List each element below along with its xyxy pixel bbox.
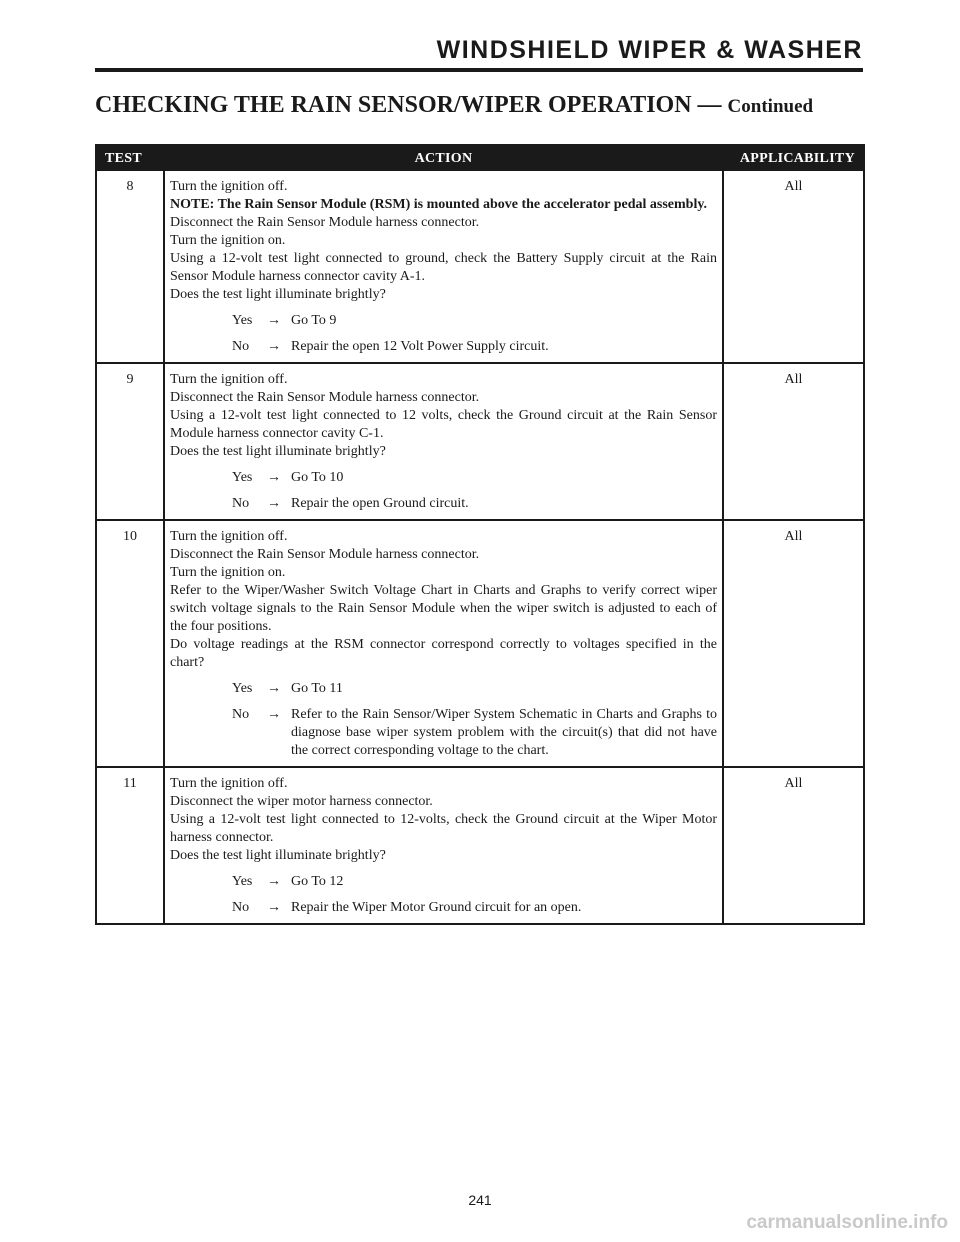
action-step: Disconnect the wiper motor harness connector.	[170, 794, 433, 809]
watermark-logo: carmanualsonline.info	[746, 1212, 948, 1233]
header-applicability: APPLICABILITY	[723, 145, 864, 171]
no-label: No	[232, 496, 250, 511]
yes-result: Go To 11	[291, 681, 343, 696]
no-label: No	[232, 339, 250, 354]
arrow-icon: →	[267, 681, 281, 696]
applicability-cell: All	[723, 363, 864, 520]
arrow-icon: →	[267, 339, 281, 354]
table-row	[96, 767, 864, 924]
yes-label: Yes	[232, 470, 253, 485]
page-number: 241	[468, 1192, 492, 1208]
yes-branch	[232, 873, 717, 891]
header-test: TEST	[96, 145, 164, 171]
yes-label: Yes	[232, 681, 253, 696]
no-result: Refer to the Rain Sensor/Wiper System Schematic in Charts and Graphs to diagnose base wiper system problem with the circuit(s) that did not have the correct corresponding voltage to the chart.	[291, 707, 717, 758]
applicability-cell: All	[723, 171, 864, 363]
no-branch	[232, 899, 717, 917]
action-step: Using a 12-volt test light connected to ground, check the Battery Supply circuit at the Rain Sensor Module harness connector cavity A-1.	[170, 251, 717, 284]
running-header-title: WINDSHIELD WIPER & WASHER	[95, 36, 863, 72]
no-result: Repair the open 12 Volt Power Supply circuit.	[291, 339, 549, 354]
arrow-icon: →	[267, 496, 281, 511]
diagnostic-test-table	[95, 144, 865, 925]
no-branch	[232, 495, 717, 513]
yes-branch	[232, 680, 717, 698]
section-title-text: CHECKING THE RAIN SENSOR/WIPER OPERATION —	[95, 92, 722, 118]
no-label: No	[232, 900, 250, 915]
applicability-cell: All	[723, 767, 864, 924]
action-step: Does the test light illuminate brightly?	[170, 444, 386, 459]
action-step: Turn the ignition on.	[170, 565, 286, 580]
arrow-icon: →	[267, 707, 281, 722]
yes-result: Go To 12	[291, 874, 344, 889]
test-number: 10	[96, 520, 164, 767]
table-row	[96, 363, 864, 520]
table-row	[96, 171, 864, 363]
no-label: No	[232, 707, 250, 722]
arrow-icon: →	[267, 313, 281, 328]
applicability-cell: All	[723, 520, 864, 767]
yes-result: Go To 10	[291, 470, 344, 485]
arrow-icon: →	[267, 874, 281, 889]
yes-label: Yes	[232, 313, 253, 328]
action-step: Turn the ignition off.	[170, 529, 288, 544]
action-step: Turn the ignition on.	[170, 233, 286, 248]
action-step: Does the test light illuminate brightly?	[170, 848, 386, 863]
action-cell	[164, 767, 723, 924]
test-number: 8	[96, 171, 164, 363]
arrow-icon: →	[267, 900, 281, 915]
test-number: 9	[96, 363, 164, 520]
action-cell	[164, 363, 723, 520]
yes-label: Yes	[232, 874, 253, 889]
no-branch	[232, 338, 717, 356]
table-body	[96, 171, 864, 924]
action-step: Turn the ignition off.	[170, 179, 288, 194]
table-header-row	[96, 145, 864, 171]
action-cell	[164, 520, 723, 767]
action-step: Does the test light illuminate brightly?	[170, 287, 386, 302]
section-continued-label: Continued	[727, 96, 814, 117]
action-step: Turn the ignition off.	[170, 372, 288, 387]
action-note: NOTE: The Rain Sensor Module (RSM) is mounted above the accelerator pedal assembly.	[170, 197, 708, 212]
no-result: Repair the open Ground circuit.	[291, 496, 469, 511]
no-branch	[232, 706, 717, 760]
test-number: 11	[96, 767, 164, 924]
action-step: Refer to the Wiper/Washer Switch Voltage Chart in Charts and Graphs to verify correct wiper switch voltage signals to the Rain Sensor Module when the wiper switch is adjusted to each of the four positions.	[170, 583, 717, 634]
action-step: Disconnect the Rain Sensor Module harness connector.	[170, 547, 480, 562]
action-step: Do voltage readings at the RSM connector correspond correctly to voltages specified in the chart?	[170, 637, 717, 670]
header-action: ACTION	[164, 145, 723, 171]
action-step: Using a 12-volt test light connected to 12 volts, check the Ground circuit at the Rain Sensor Module harness connector cavity C-1.	[170, 408, 717, 441]
action-step: Disconnect the Rain Sensor Module harness connector.	[170, 215, 480, 230]
table-row	[96, 520, 864, 767]
action-step: Using a 12-volt test light connected to 12-volts, check the Ground circuit at the Wiper Motor harness connector.	[170, 812, 717, 845]
no-result: Repair the Wiper Motor Ground circuit for an open.	[291, 900, 582, 915]
action-cell	[164, 171, 723, 363]
section-title	[95, 92, 813, 119]
action-step: Disconnect the Rain Sensor Module harness connector.	[170, 390, 480, 405]
arrow-icon: →	[267, 470, 281, 485]
yes-result: Go To 9	[291, 313, 337, 328]
action-step: Turn the ignition off.	[170, 776, 288, 791]
yes-branch	[232, 469, 717, 487]
yes-branch	[232, 312, 717, 330]
